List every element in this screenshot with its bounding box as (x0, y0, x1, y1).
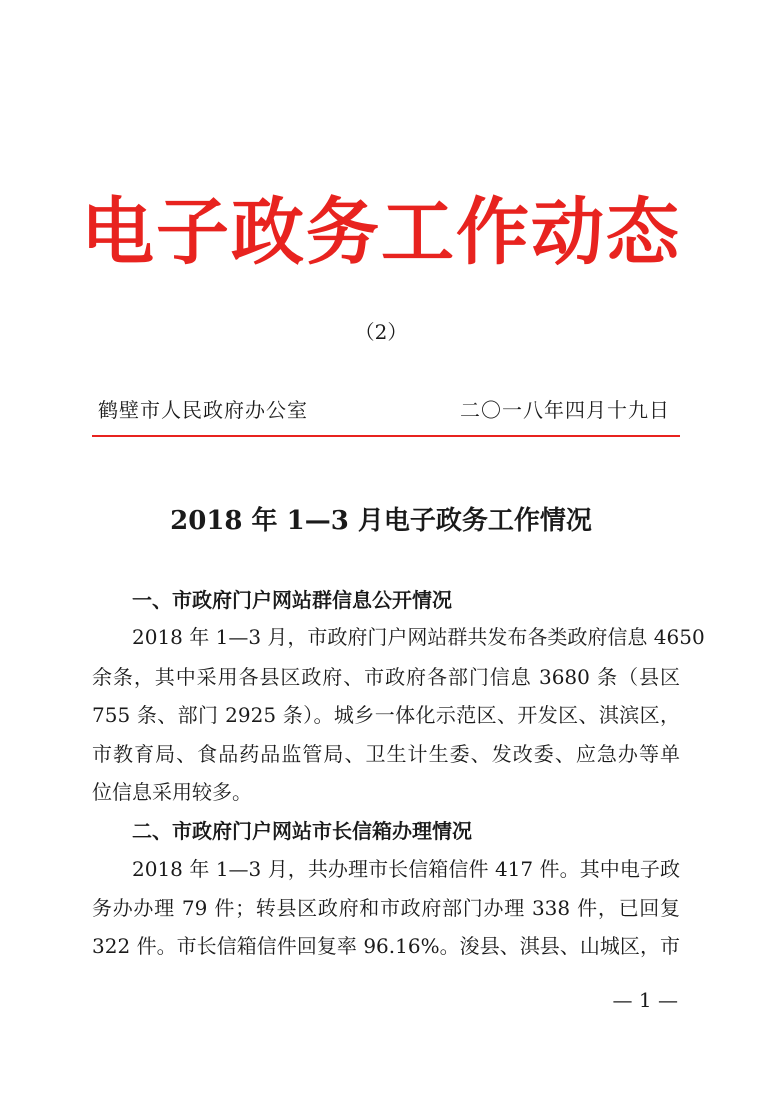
paragraph-line: 位信息采用较多。 (92, 780, 252, 804)
paragraph-line: 322 件。市长信箱信件回复率 96.16%。浚县、淇县、山城区，市 (92, 934, 680, 958)
paragraph-line: 市教育局、食品药品监管局、卫生计生委、发改委、应急办等单 (92, 742, 680, 766)
masthead-title: 电子政务工作动态 (81, 189, 681, 275)
section-heading-2: 二、市政府门户网站市长信箱办理情况 (132, 819, 472, 843)
paragraph-line: 余条，其中采用各县区政府、市政府各部门信息 3680 条（县区 (92, 665, 680, 689)
issuer: 鹤壁市人民政府办公室 (98, 398, 308, 422)
paragraph-line: 务办办理 79 件；转县区政府和市政府部门办理 338 件，已回复 (92, 896, 680, 920)
paragraph-line: 2018 年 1—3 月，市政府门户网站群共发布各类政府信息 4650 (132, 625, 705, 649)
issue-number: （2） (354, 320, 408, 344)
red-divider (92, 435, 680, 437)
paragraph-line: 2018 年 1—3 月，共办理市长信箱信件 417 件。其中电子政 (132, 857, 680, 881)
page-number: — 1 — (612, 988, 678, 1012)
paragraph-line: 755 条、部门 2925 条）。城乡一体化示范区、开发区、淇滨区， (92, 703, 680, 727)
section-heading-1: 一、市政府门户网站群信息公开情况 (132, 588, 452, 612)
issue-date: 二〇一八年四月十九日 (460, 398, 670, 422)
document-title: 2018 年 1—3 月电子政务工作情况 (170, 506, 592, 536)
